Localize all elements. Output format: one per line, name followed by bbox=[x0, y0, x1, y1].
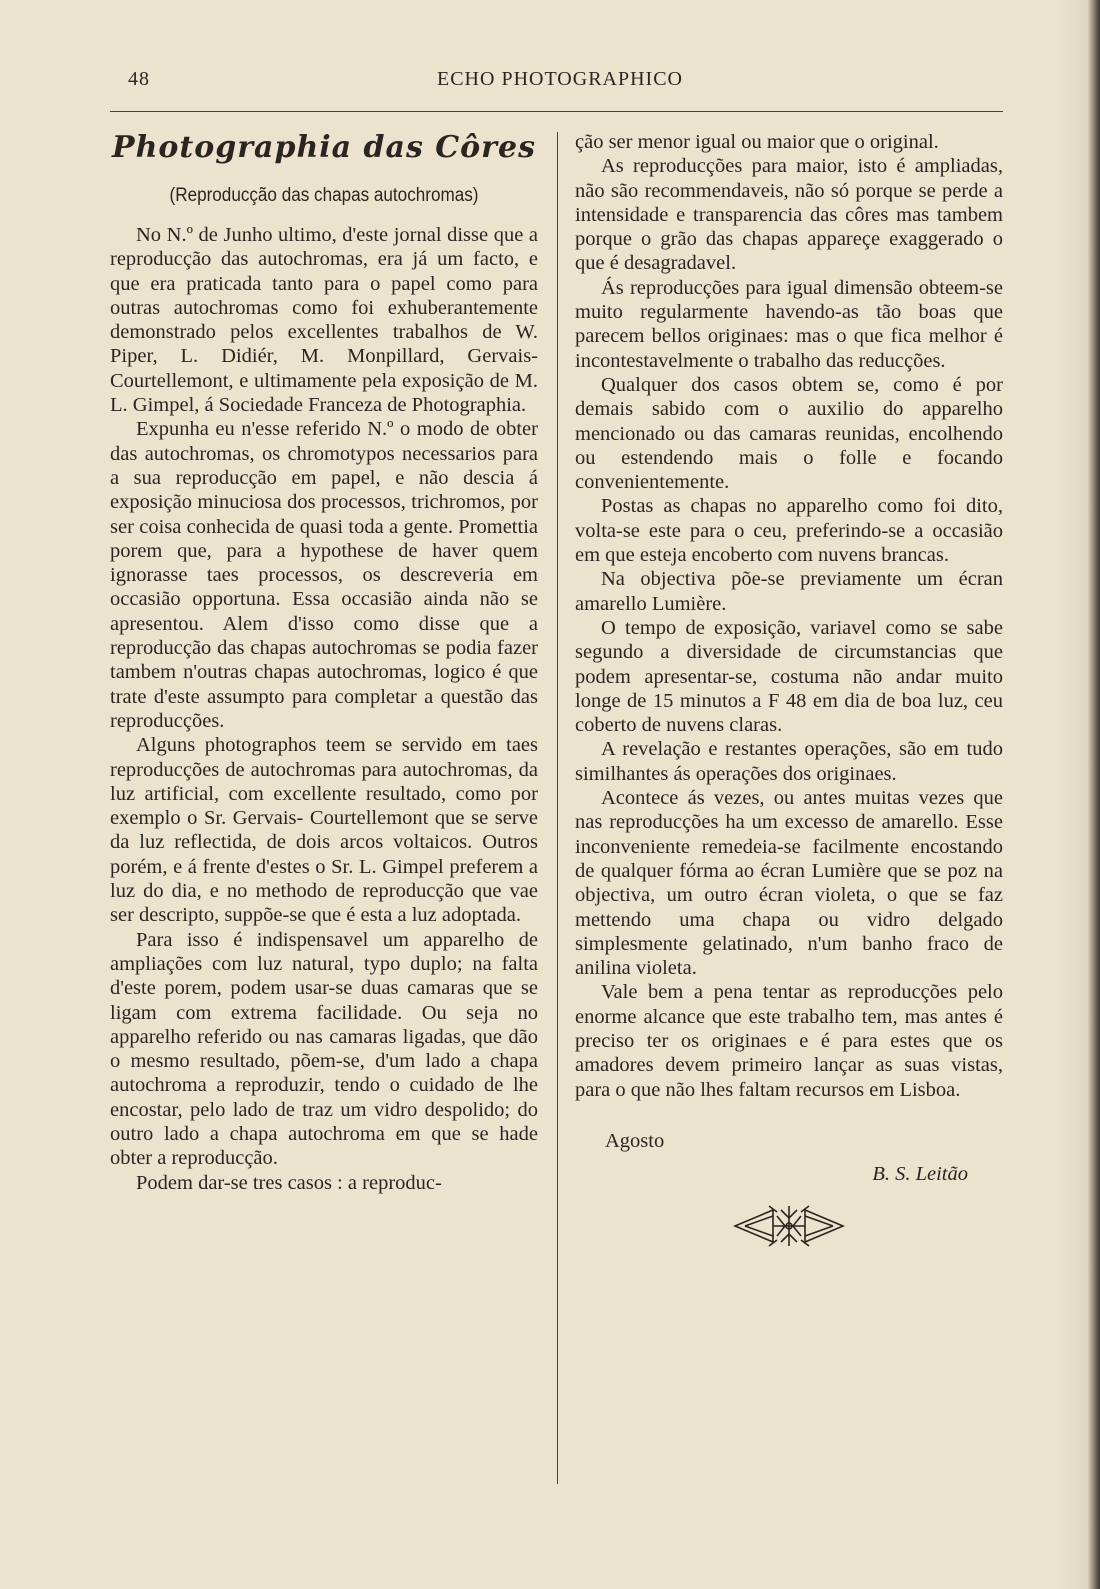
header-rule bbox=[110, 111, 1003, 112]
right-column bbox=[575, 130, 1003, 1250]
fleuron-ornament-icon bbox=[733, 1202, 845, 1250]
paragraph: Podem dar-se tres casos : a reproduc- bbox=[136, 1171, 442, 1194]
column-divider bbox=[557, 132, 558, 1484]
running-title: ECHO PHOTOGRAPHICO bbox=[437, 68, 683, 90]
paragraph: A revelação e restantes operações, são em tudo similhantes ás operações dos originaes. bbox=[575, 738, 1003, 785]
page-header bbox=[120, 64, 1000, 94]
signature-author: B. S. Leitão bbox=[872, 1162, 968, 1185]
paragraph: As reproducções para maior, isto é ampliadas, não são recommendaveis, não só porque se perde a intensidade e transparencia das côres mas tambem porque o grão das chapas appareçe exaggerado o que é desagradavel. bbox=[575, 155, 1003, 275]
paragraph: Ás reproducções para igual dimensão obteem-se muito regularmente havendo-as tão boas que parecem bellos originaes: mas o que fica melhor é incontestavelmente o trabalho das reducções. bbox=[575, 276, 1003, 372]
article-title: Photographia das Côres bbox=[112, 130, 536, 165]
paragraph: Expunha eu n'esse referido N.º o modo de obter das autochromas, os chromotypos necessarios para a sua reproducção em papel, e não descia á exposição minuciosa dos processos, trichromos, por ser coisa conhecida de quasi toda a gente. Promettia porem que, para a hypothese de haver quem ignorasse taes processos, os descreveria em occasião opportuna. Essa occasião ainda não se apresentou. Alem d'isso como disse que a reproducção das chapas autochromas se podia fazer tambem n'outras chapas autochromas, logico é que trate d'este assumpto para completar a questão das reproducções. bbox=[110, 418, 538, 732]
paragraph: Vale bem a pena tentar as reproducções pelo enorme alcance que este trabalho tem, mas antes é preciso ter os originaes e é para estes que os amadores devem primeiro lançar as suas vistas, para o que não lhes faltam recursos em Lisboa. bbox=[575, 981, 1003, 1101]
signature-date: Agosto bbox=[605, 1129, 665, 1152]
paragraph: Para isso é indispensavel um apparelho de ampliações com luz natural, typo duplo; na falta d'este porem, podem usar-se duas camaras que se ligam com extrema facilidade. Ou seja no apparelho referido ou nas camaras ligadas, que dão o mesmo resultado, põem-se, d'um lado a chapa autochroma a reproduzir, tendo o cuidado de lhe encostar, pelo lado de traz um vidro despolido; do outro lado a chapa autochroma em que se hade obter a reproducção. bbox=[110, 928, 538, 1170]
page-gutter-shadow bbox=[1058, 0, 1088, 1589]
paragraph-continuation: ção ser menor igual ou maior que o original. bbox=[575, 131, 939, 153]
paragraph: Acontece ás vezes, ou antes muitas vezes que nas reproducções ha um excesso de amarello. Esse inconveniente remedeia-se facilmente encostando de qualquer fórma ao écran Lumière que se poz na objectiva, um outro écran violeta, o que se faz mettendo uma chapa ou vidro delgado simplesmente gelatinado, n'um banho fraco de anilina violeta. bbox=[575, 787, 1003, 980]
paragraph: Qualquer dos casos obtem se, como é por demais sabido com o auxilio do apparelho mencionado ou das camaras reunidas, encolhendo ou estendendo mais o folle e focando convenientemente. bbox=[575, 373, 1003, 494]
paragraph: Na objectiva põe-se previamente um écran amarello Lumière. bbox=[575, 568, 1003, 615]
article-subtitle: (Reproducção das chapas autochromas) bbox=[169, 185, 479, 206]
page-edge bbox=[1088, 0, 1100, 1589]
paragraph: Postas as chapas no apparelho como foi dito, volta-se este para o ceu, preferindo-se a occasião em que esteja encoberto com nuvens brancas. bbox=[575, 495, 1003, 567]
paragraph: Alguns photographos teem se servido em taes reproducções de autochromas para autochromas, da luz artificial, com excellente resultado, como por exemplo o Sr. Gervais- Courtellemont que se serve da luz reflectida, de dois arcos voltaicos. Outros porém, e á frente d'estes o Sr. L. Gimpel preferem a luz do dia, e no methodo de reproducção que vae ser descripto, suppõe-se que é esta a luz adoptada. bbox=[110, 734, 538, 927]
paragraph: No N.º de Junho ultimo, d'este jornal disse que a reproducção das autochromas, era já um facto, e que era praticada tanto para o papel como para outras autochromas como foi exhuberantemente demonstrado pelos excellentes trabalhos de W. Piper, L. Didiér, M. Monpillard, Gervais-Courtellemont, e ultimamente pela exposição de M. L. Gimpel, á Sociedade Franceza de Photographia. bbox=[110, 224, 538, 417]
left-column bbox=[110, 126, 538, 1195]
page-number: 48 bbox=[128, 68, 150, 90]
paragraph: O tempo de exposição, variavel como se sabe segundo a diversidade de circumstancias que podem apresentar-se, costuma não andar muito longe de 15 minutos a F 48 em dia de boa luz, ceu coberto de nuvens claras. bbox=[575, 616, 1003, 737]
